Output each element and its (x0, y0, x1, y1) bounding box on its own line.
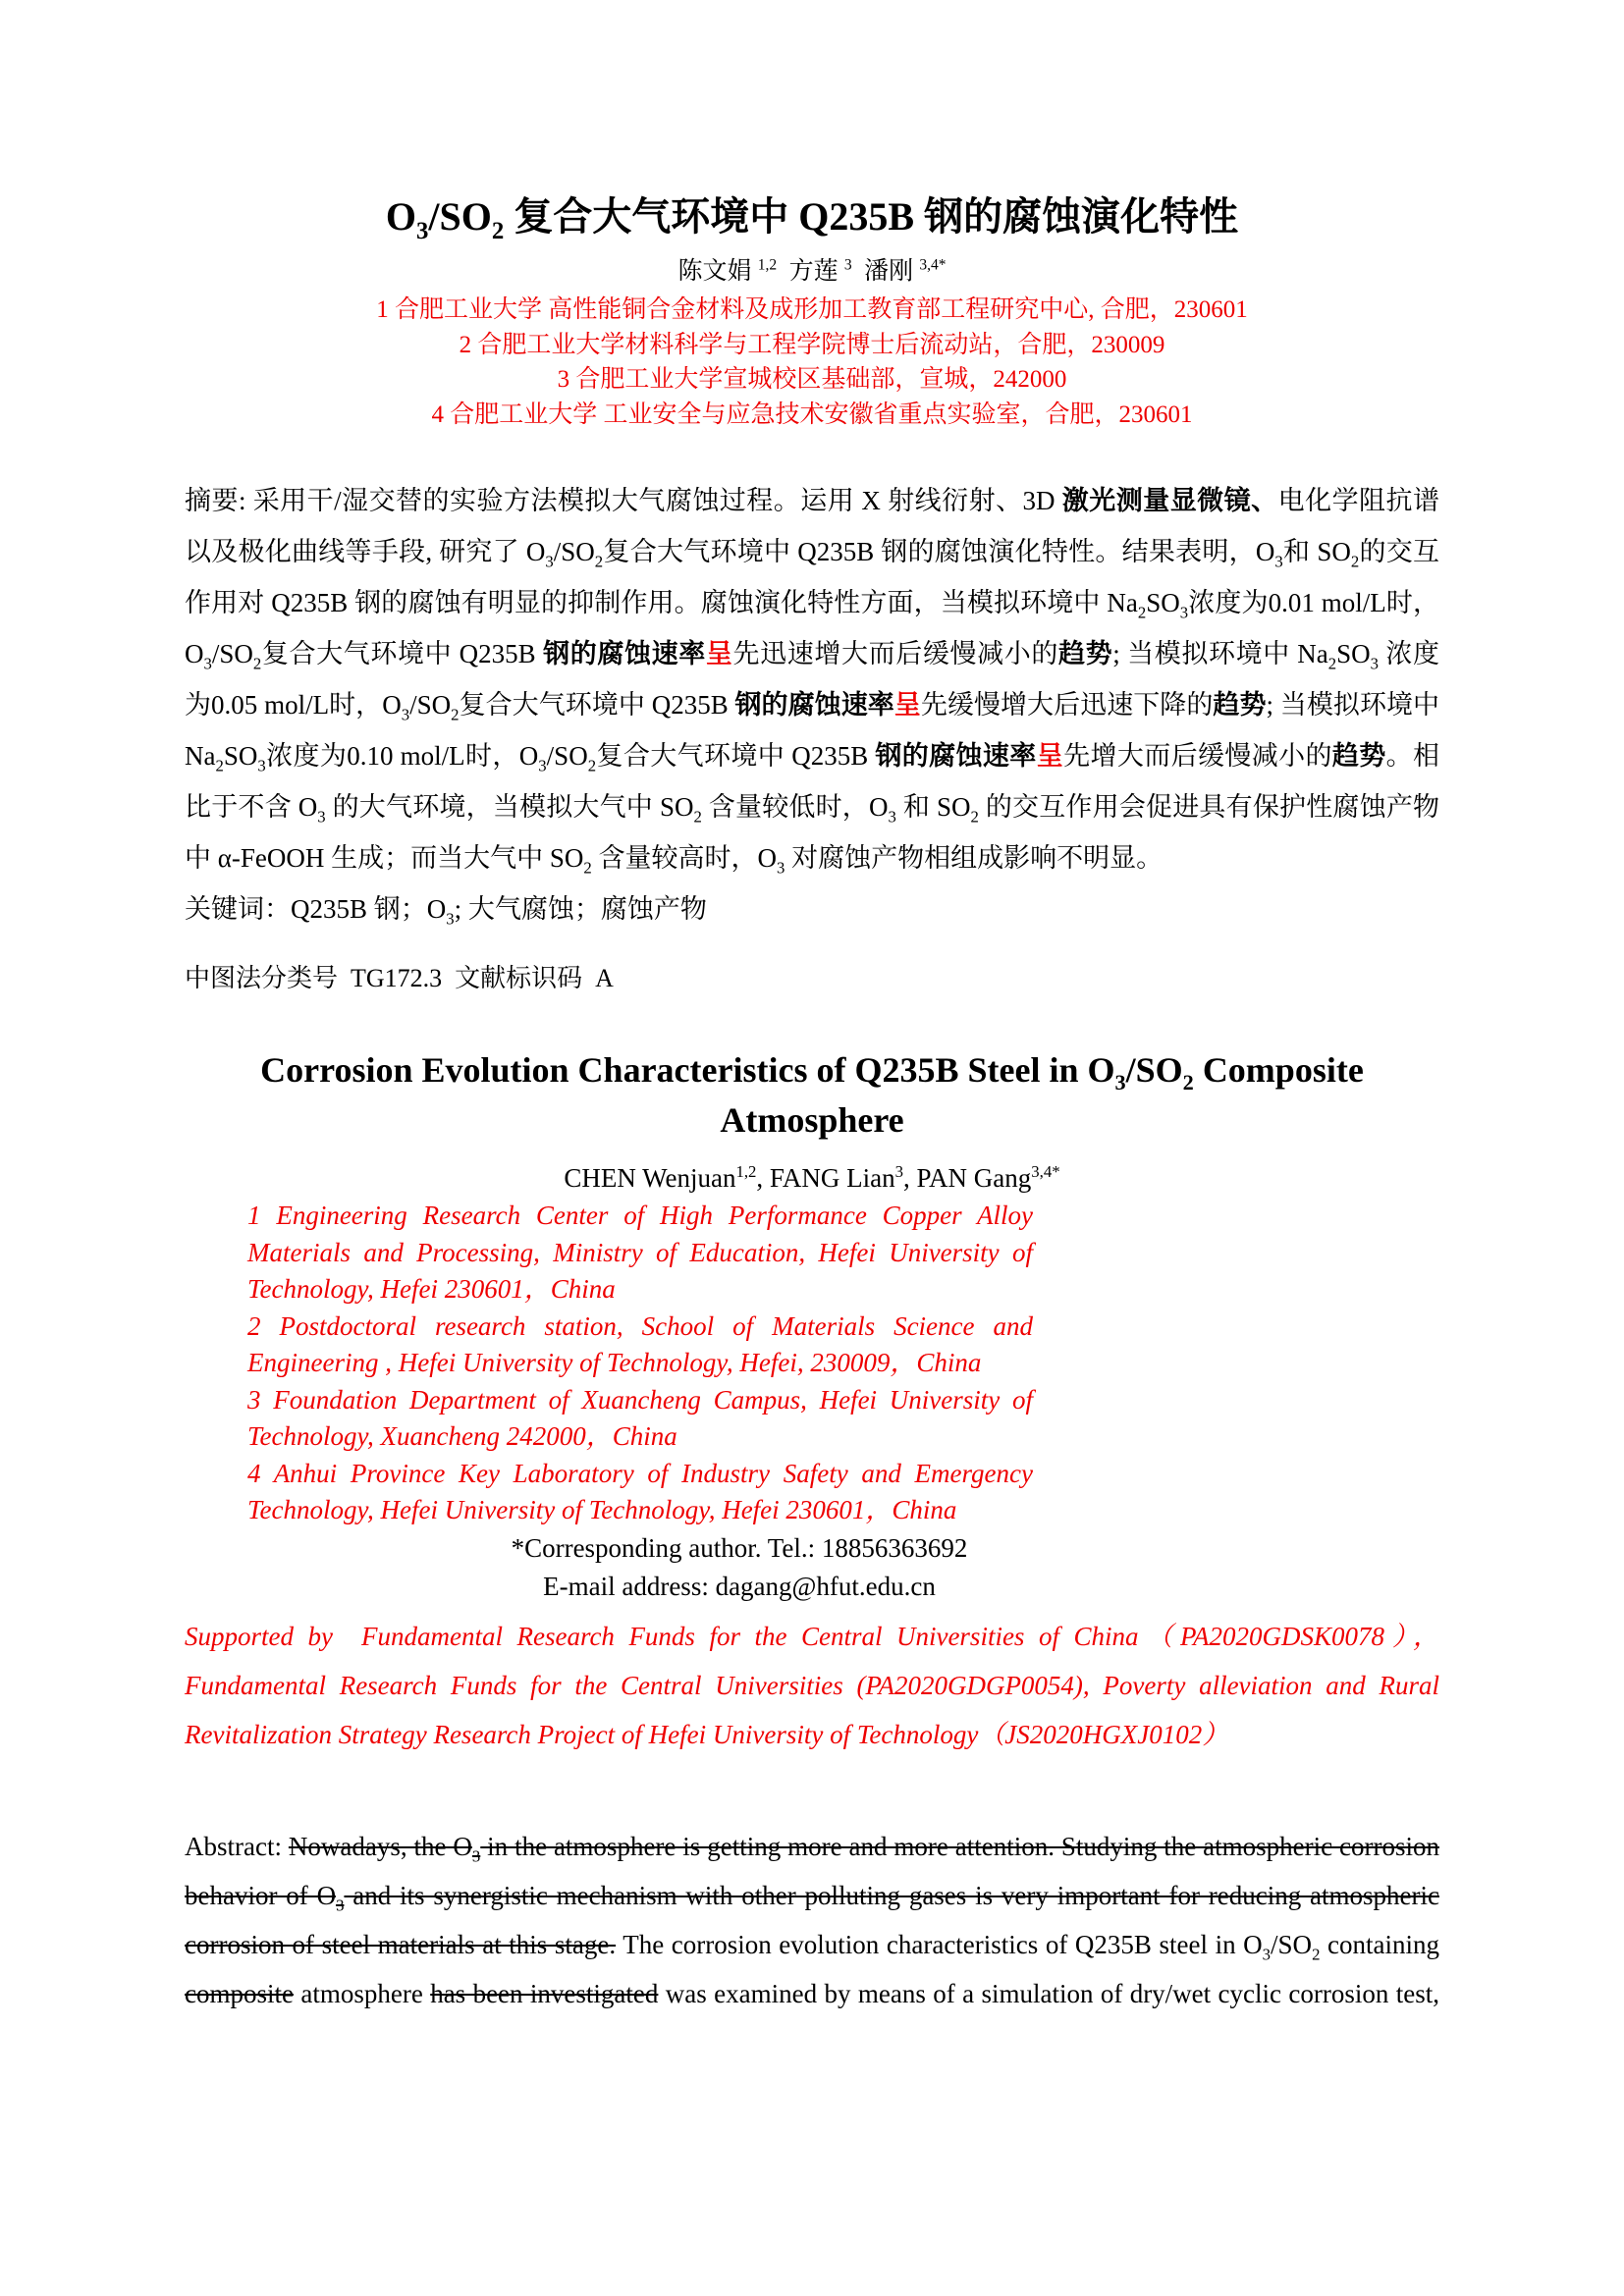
chinese-affiliation-2: 2 合肥工业大学材料科学与工程学院博士后流动站，合肥，230009 (459, 331, 1165, 358)
english-abstract: Abstract: Nowadays, the $O_3$ in the atmosphere is getting more and more attention. Studying the atmospheric corrosion behavior of $O_3$ and its synergistic mechanism with other polluting gases is very important for reducing atmospheric corrosion of steel materials at this stage. The corrosion evolution characteristics of Q235B steel in $O_3/SO_2$ containing composite atmosphere has been investigated was examined by means of a simulation of dry/wet cyclic corrosion test, (185, 1832, 1439, 2009)
funding-statement: Supported by Fundamental Research Funds for the Central Universities of China（PA2020GDSK0078），Fundamental Research Funds for the Central Universities (PA2020GDGP0054), Poverty alleviation and Rural Revitalization Strategy Research Project of Hefei University of Technology（JS2020HGXJ0102） (185, 1622, 1446, 1750)
chinese-affiliation-4: 4 合肥工业大学 工业安全与应急技术安徽省重点实验室，合肥，230601 (431, 400, 1193, 428)
chinese-keywords: 关键词：Q235B 钢；$O_3$; 大气腐蚀；腐蚀产物 (185, 894, 707, 929)
chinese-affiliation-1: 1 合肥工业大学 高性能铜合金材料及成形加工教育部工程研究中心, 合肥，230601 (376, 296, 1248, 323)
classification-line: 中图法分类号 TG172.3 文献标识码 A (185, 964, 614, 992)
english-affiliations (247, 1198, 1033, 1529)
chinese-affiliations (185, 293, 1439, 432)
english-affiliation-1: 1 Engineering Research Center of High Performance Copper Alloy Materials and Processing, Ministry of Education, Hefei University of Technology, Hefei 230601，China (247, 1201, 1033, 1305)
chinese-abstract: 摘要: 采用干/湿交替的实验方法模拟大气腐蚀过程。运用 X 射线衍射、3D 激光测量显微镜、电化学阻抗谱以及极化曲线等手段, 研究了 $O_3/SO_2$复合大气环境中 Q235B 钢的腐蚀演化特性。结果表明，$O_3$和 $SO_2$的交互作用对 Q235B 钢的腐蚀有明显的抑制作用。腐蚀演化特性方面，当模拟环境中 $Na_2SO_3$浓度为0.01 mol/L时，$O_3/SO_2$复合大气环境中 Q235B 钢的腐蚀速率呈先迅速增大而后缓慢减小的趋势; 当模拟环境中 $Na_2SO_3$ 浓度为0.05 mol/L时，$O_3/SO_2$复合大气环境中 Q235B 钢的腐蚀速率呈先缓慢增大后迅速下降的趋势; 当模拟环境中 $Na_2SO_3$浓度为0.10 mol/L时，$O_3/SO_2$复合大气环境中 Q235B 钢的腐蚀速率呈先增大而后缓慢减小的趋势。相比于不含 $O_3$ 的大气环境，当模拟大气中 $SO_2$ 含量较低时，$O_3$ 和 $SO_2$ 的交互作用会促进具有保护性腐蚀产物中 α-FeOOH 生成；而当大气中 $SO_2$ 含量较高时，$O_3$ 对腐蚀产物相组成影响不明显。 (185, 486, 1440, 878)
chinese-title: $O_3/SO_2$ 复合大气环境中 Q235B 钢的腐蚀演化特性 (385, 194, 1239, 244)
english-affiliation-4: 4 Anhui Province Key Laboratory of Industry Safety and Emergency Technology, Hefei University of Technology, Hefei 230601，China (247, 1458, 1033, 1525)
email-line: E-mail address: dagang@hfut.edu.cn (543, 1572, 936, 1601)
english-authors: CHEN Wenjuan$^{1,2}$, FANG Lian$^3$, PAN Gang$^{3,4*}$ (564, 1162, 1060, 1194)
english-title: Corrosion Evolution Characteristics of Q235B Steel in $O_3/SO_2$ Composite Atmosphere (260, 1050, 1364, 1141)
english-affiliation-2: 2 Postdoctoral research station, School of Materials Science and Engineering , Hefei University of Technology, Hefei, 230009，China (247, 1310, 1033, 1378)
english-affiliation-3: 3 Foundation Department of Xuancheng Campus, Hefei University of Technology, Xuancheng 242000，China (247, 1384, 1033, 1452)
chinese-affiliation-3: 3 合肥工业大学宣城校区基础部，宣城，242000 (557, 366, 1067, 393)
corresponding-author-line: *Corresponding author. Tel.: 18856363692 (511, 1532, 968, 1563)
chinese-authors: 陈文娟 $^{1,2}$ 方莲 $^3$ 潘刚 $^{3,4*}$ (677, 256, 947, 285)
